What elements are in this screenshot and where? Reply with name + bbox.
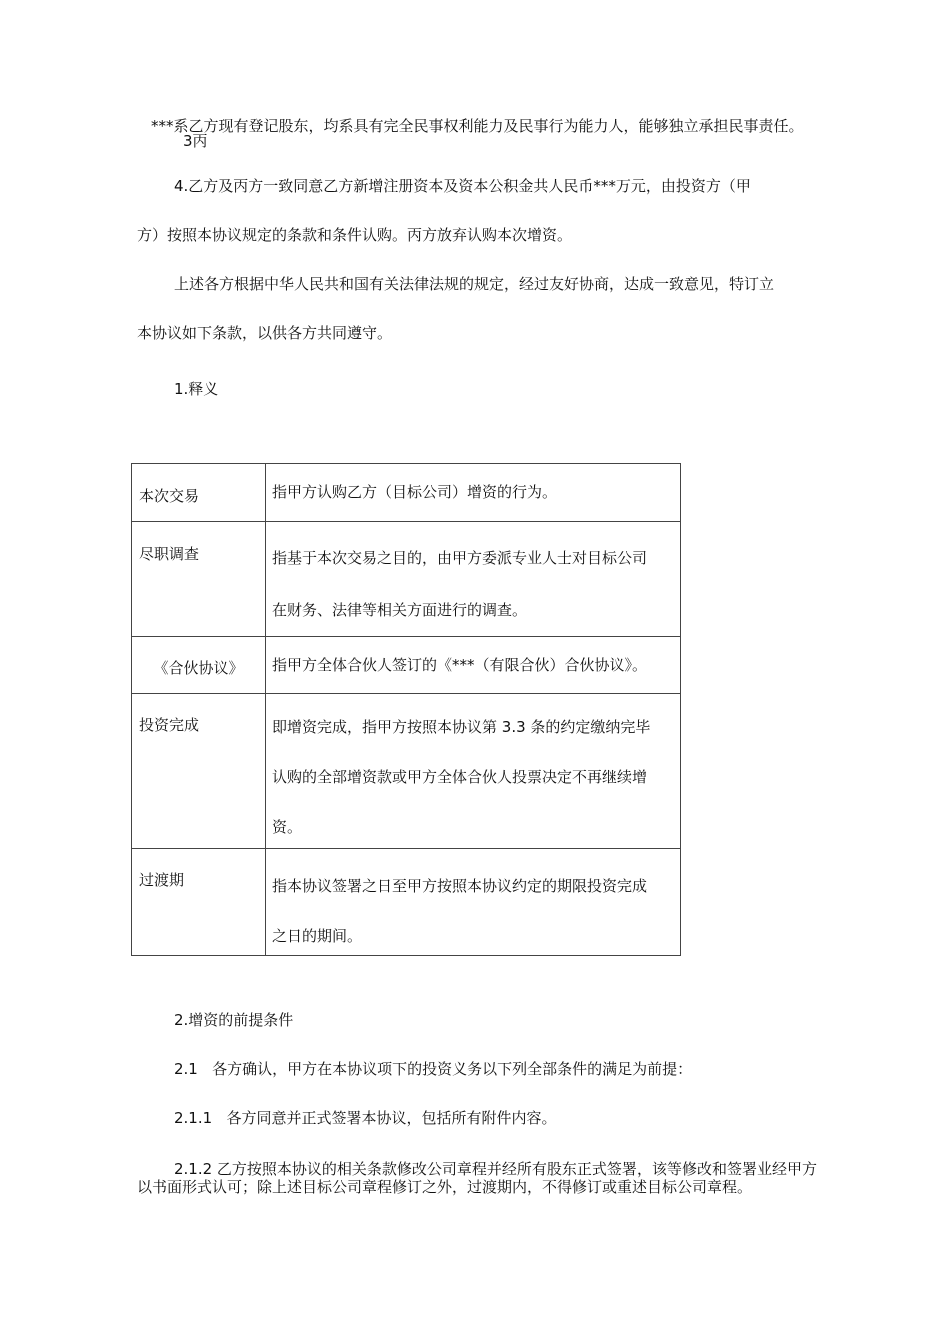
definition-text (266, 849, 681, 956)
definitions-table (131, 463, 681, 956)
definition-line: 指本协议签署之日至甲方按照本协议约定的期限投资完成 (272, 877, 648, 895)
table-row (132, 849, 681, 956)
definition-term: 过渡期 (132, 849, 266, 956)
preamble-line-2: 本协议如下条款，以供各方共同遵守。 (137, 324, 393, 342)
clause-4-line-1: 4.乙方及丙方一致同意乙方新增注册资本及资本公积金共人民币***万元，由投资方（甲 (174, 177, 751, 195)
definition-line: 资。 (272, 818, 303, 836)
definition-line: 指甲方全体合伙人签订的《***（有限合伙）合伙协议》。 (272, 656, 648, 674)
definition-text (266, 637, 681, 694)
definition-term: 尽职调查 (132, 522, 266, 637)
definition-term: 《合伙协议》 (132, 637, 266, 694)
clause-2-1-2: 2.1.2 乙方按照本协议的相关条款修改公司章程并经所有股东正式签署，该等修改和签署业经甲方以书面形式认可；除上述目标公司章程修订之外，过渡期内，不得修订或重述目标公司章程。 (137, 1160, 817, 1196)
definition-term: 投资完成 (132, 694, 266, 849)
definition-line: 指甲方认购乙方（目标公司）增资的行为。 (272, 483, 558, 501)
preamble-line-1: 上述各方根据中华人民共和国有关法律法规的规定，经过友好协商，达成一致意见，特订立 (174, 275, 775, 293)
definition-text (266, 694, 681, 849)
definition-line: 认购的全部增资款或甲方全体合伙人投票决定不再继续增 (272, 768, 648, 786)
definition-text (266, 522, 681, 637)
stray-mark: 3丙 (183, 132, 208, 150)
clause-2-1-1: 2.1.1 各方同意并正式签署本协议，包括所有附件内容。 (174, 1109, 557, 1127)
definition-term: 本次交易 (132, 464, 266, 522)
definition-text (266, 464, 681, 522)
definition-line: 之日的期间。 (272, 927, 363, 945)
clause-2-1: 2.1 各方确认，甲方在本协议项下的投资义务以下列全部条件的满足为前提： (174, 1060, 693, 1078)
section-2-heading: 2.增资的前提条件 (174, 1011, 294, 1029)
definition-line: 指基于本次交易之目的，由甲方委派专业人士对目标公司 (272, 549, 648, 567)
clause-4-line-2: 方）按照本协议规定的条款和条件认购。丙方放弃认购本次增资。 (137, 226, 573, 244)
section-1-heading: 1.释义 (174, 380, 219, 398)
table-row (132, 694, 681, 849)
definition-line: 在财务、法律等相关方面进行的调查。 (272, 601, 528, 619)
shareholder-paragraph: ***系乙方现有登记股东，均系具有完全民事权利能力及民事行为能力人，能够独立承担民事责任。 (151, 117, 804, 135)
table-row (132, 522, 681, 637)
table-row (132, 637, 681, 694)
definition-line: 即增资完成，指甲方按照本协议第 3.3 条的约定缴纳完毕 (272, 718, 651, 736)
table-row (132, 464, 681, 522)
